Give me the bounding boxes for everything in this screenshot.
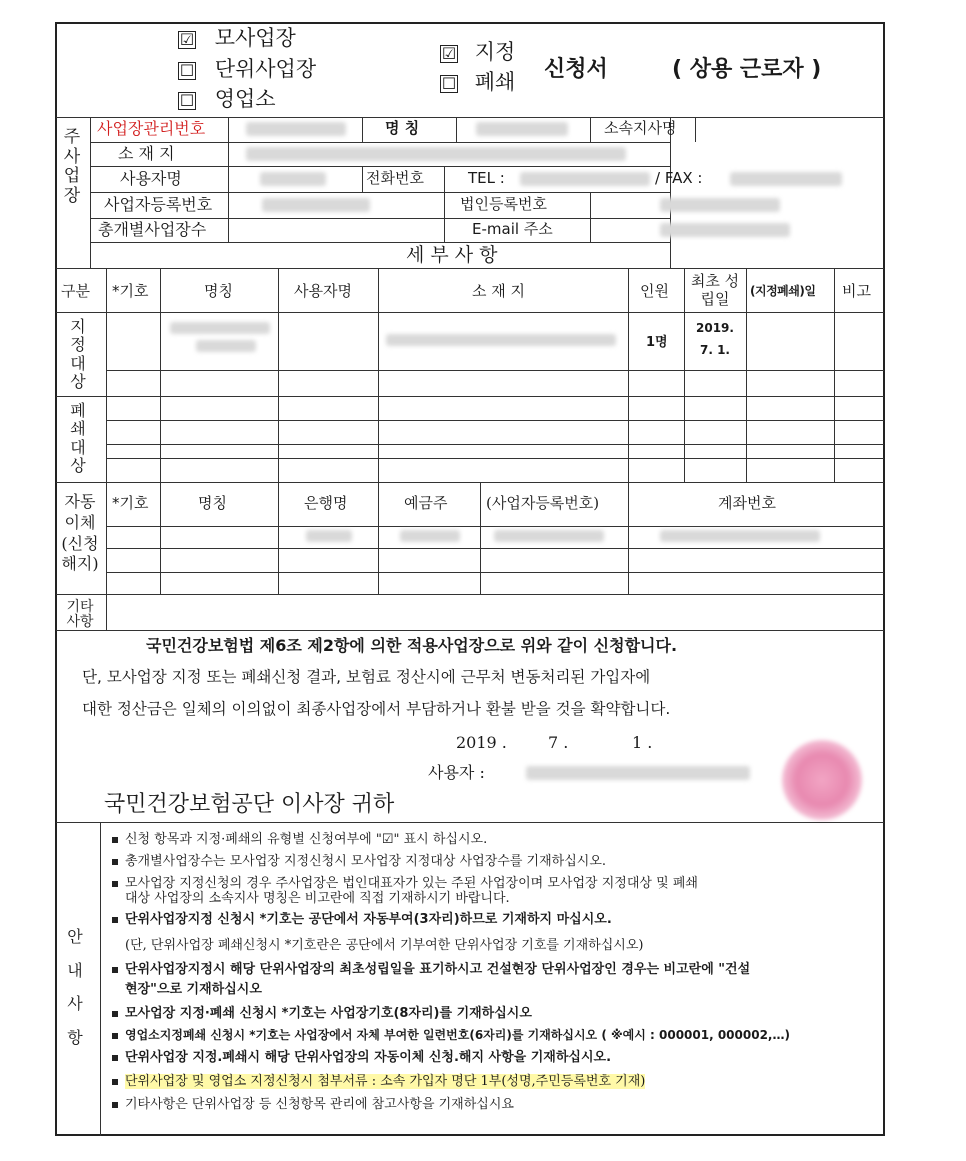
date-year: 2019 .: [456, 733, 507, 752]
date-month: 7 .: [548, 733, 569, 752]
guide-item-7: 영업소지정폐쇄 신청시 *기호는 사업장에서 자체 부여한 일련번호(6자리)를 기재하십시오 ( ※예시 : 000001, 000002,…): [112, 1028, 790, 1043]
declaration-line2: 단, 모사업장 지정 또는 폐쇄신청 결과, 보험료 정산시에 근무처 변동처리된 가입자에: [82, 668, 651, 686]
checkbox[interactable]: ☑: [441, 43, 457, 63]
col-header-first-date: 최초 성립일: [690, 272, 740, 308]
option-label: 모사업장: [214, 26, 296, 50]
label-branch: 소속지사명: [604, 119, 677, 137]
checkbox[interactable]: ☐: [441, 73, 457, 93]
guide-item-8: 단위사업장 지정.폐쇄시 해당 단위사업장의 자동이체 신청.해지 사항을 기재하십시오.: [112, 1050, 611, 1066]
col-header-code: *기호: [112, 282, 149, 300]
applicant-label: 사용자 :: [428, 763, 485, 782]
option-label: 폐쇄: [474, 70, 516, 94]
checkbox[interactable]: ☐: [179, 60, 195, 80]
date-day: 1 .: [632, 733, 653, 752]
debit-header-name: 명칭: [198, 494, 227, 512]
label-mgmt-no: 사업장관리번호: [97, 119, 206, 138]
col-header-headcount: 인원: [640, 282, 669, 300]
label-name: 명 칭: [385, 119, 420, 137]
debit-header-code: *기호: [112, 494, 149, 512]
declaration-line1: 국민건강보험법 제6조 제2항에 의한 적용사업장으로 위와 같이 신청합니다.: [146, 636, 678, 655]
option-unit-workplace[interactable]: [178, 59, 316, 80]
label-employer: 사용자명: [120, 169, 182, 188]
debit-header-account: 계좌번호: [718, 494, 776, 512]
addressee: 국민건강보험공단 이사장 귀하: [104, 792, 395, 817]
guide-item-3: 모사업장 지정신청의 경우 주사업장은 법인대표자가 있는 주된 사업장이며 모사업장 지정대상 및 폐쇄: [112, 876, 698, 892]
option-label: 영업소: [214, 87, 276, 111]
guide-item-5: 단위사업장지정시 해당 단위사업장의 최초성립일을 표기하시고 건설현장 단위사업장인 경우는 비고란에 "건설: [112, 962, 750, 978]
option-label: 단위사업장: [214, 57, 317, 81]
row1-date-monthday: 7. 1.: [700, 343, 730, 357]
other-label: 기타사항: [66, 599, 94, 630]
guide-item-2: 총개별사업장수는 모사업장 지정신청시 모사업장 지정대상 사업장수를 기재하십시오.: [112, 854, 606, 870]
col-header-address: 소 재 지: [472, 282, 526, 300]
label-phone: 전화번호: [366, 169, 424, 187]
form-title: 신청서: [544, 57, 608, 82]
label-email: E-mail 주소: [472, 220, 553, 238]
row1-date-year: 2019.: [696, 321, 734, 335]
details-section-title: 세 부 사 항: [406, 244, 498, 266]
guide-item-10: 기타사항은 단위사업장 등 신청항목 관리에 참고사항을 기재하십시요: [112, 1097, 514, 1113]
option-label: 지정: [474, 40, 516, 64]
form-subtitle: ( 상용 근로자 ): [672, 57, 822, 82]
option-close[interactable]: [440, 72, 515, 93]
row1-headcount: 1명: [646, 335, 668, 350]
main-workplace-side-label: 주사업장: [63, 127, 81, 206]
guide-label: 안내사항: [67, 927, 83, 1047]
guide-item-4-cont: (단, 단위사업장 폐쇄신청시 *기호란은 공단에서 기부여한 단위사업장 기호를 기재하십시오): [125, 938, 644, 953]
guide-item-5-cont: 현장"으로 기재하십시오: [125, 982, 262, 997]
official-seal-icon: [782, 740, 862, 820]
label-tel: TEL :: [468, 169, 505, 187]
guide-item-3-cont: 대상 사업장의 소속지사 명칭은 비고란에 직접 기재하시기 바랍니다.: [125, 891, 510, 906]
debit-header-bizno: (사업자등록번호): [486, 494, 600, 512]
designate-target-label: 지정대상: [70, 317, 86, 392]
debit-header-holder: 예금주: [404, 494, 448, 512]
col-header-employer: 사용자명: [294, 282, 352, 300]
declaration-line3: 대한 정산금은 일체의 이의없이 최종사업장에서 부담하거나 환불 받을 것을 확약합니다.: [82, 700, 671, 718]
label-biz-reg: 사업자등록번호: [104, 195, 213, 214]
option-main-workplace[interactable]: [178, 28, 296, 49]
guide-item-4: 단위사업장지정 신청시 *기호는 공단에서 자동부여(3자리)하므로 기재하지 마십시오.: [112, 912, 612, 928]
close-target-label: 폐쇄대상: [70, 401, 86, 476]
col-header-remarks: 비고: [842, 282, 871, 300]
option-sales-office[interactable]: [178, 89, 276, 110]
auto-debit-label: 자동이체(신청해지): [61, 492, 99, 574]
label-corp-reg: 법인등록번호: [460, 195, 547, 213]
guide-item-6: 모사업장 지정·폐쇄 신청시 *기호는 사업장기호(8자리)를 기재하십시오: [112, 1006, 532, 1022]
debit-header-bank: 은행명: [304, 494, 348, 512]
checkbox[interactable]: ☐: [179, 90, 195, 110]
col-header-category: 구분: [61, 282, 90, 300]
col-header-action-date: (지정폐쇄)일: [750, 284, 816, 298]
option-designate[interactable]: [440, 42, 515, 63]
label-address: 소 재 지: [118, 144, 175, 163]
guide-item-9: 단위사업장 및 영업소 지정신청시 첨부서류 : 소속 가입자 명단 1부(성명,주민등록번호 기재): [112, 1074, 645, 1090]
col-header-name: 명칭: [204, 282, 233, 300]
checkbox[interactable]: ☑: [179, 29, 195, 49]
guide-item-1: 신청 항목과 지정·폐쇄의 유형별 신청여부에 "☑" 표시 하십시오.: [112, 832, 487, 848]
label-unit-count: 총개별사업장수: [98, 220, 207, 239]
label-fax: / FAX :: [655, 169, 703, 187]
